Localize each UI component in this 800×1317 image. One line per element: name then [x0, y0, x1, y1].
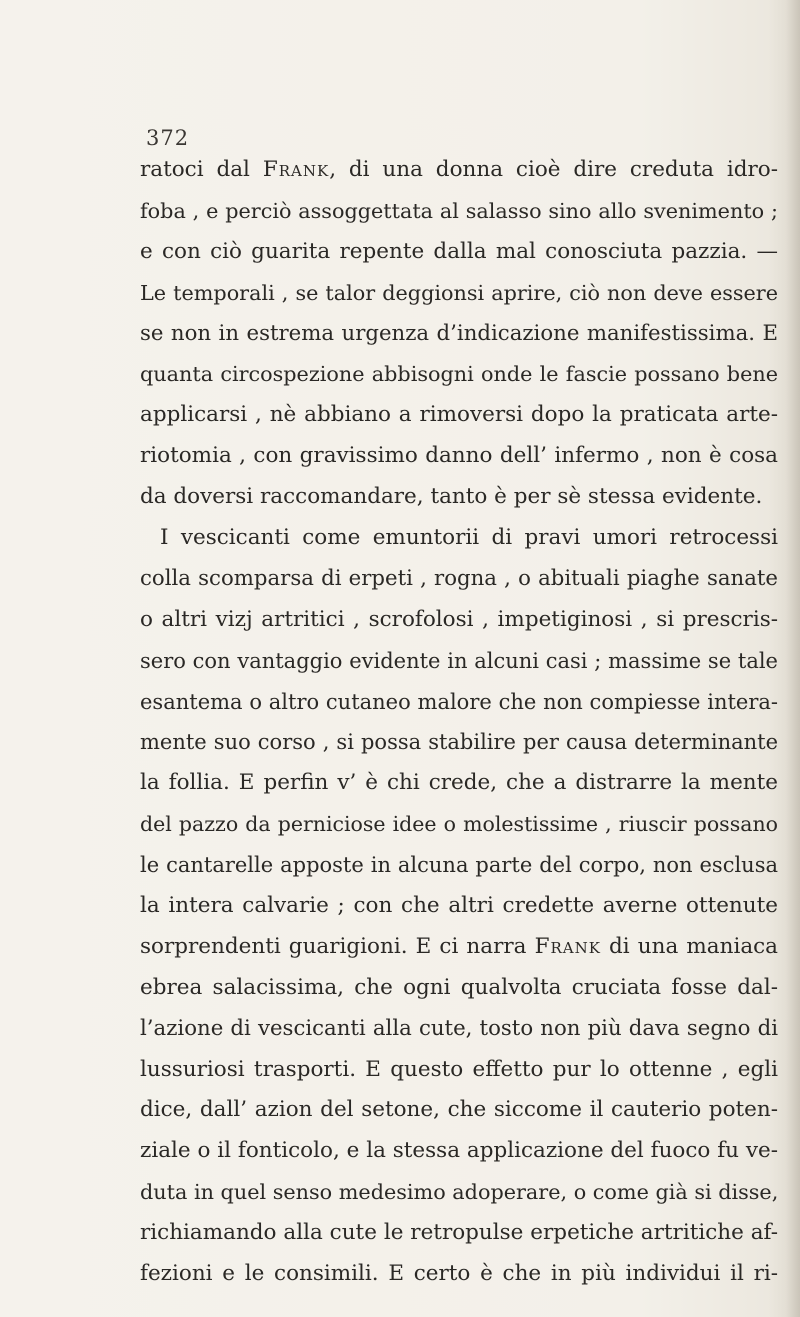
body-text [140, 150, 778, 1295]
text-line [140, 968, 778, 1009]
text-line [140, 722, 778, 763]
text-run: ziale o il fonticolo, e la stessa applicazione del fuoco fu ve- [140, 1138, 778, 1164]
text-line [140, 1009, 778, 1050]
text-run: le cantarelle apposte in alcuna parte del corpo, non esclusa [140, 853, 778, 878]
text-line [140, 314, 778, 355]
text-line [140, 518, 778, 559]
text-run: , di una donna cioè dire creduta idro- [329, 157, 778, 182]
text-line [140, 232, 778, 273]
text-run: lussuriosi trasporti. E questo effetto pur lo ottenne , egli [140, 1056, 778, 1082]
text-line [140, 600, 778, 641]
text-run: mente suo corso , si possa stabilire per causa determinante [140, 730, 778, 755]
text-run: dice, dall’ azion del setone, che siccome il cauterio poten- [140, 1097, 778, 1123]
text-run: la follia. E perfin v’ è chi crede, che a distrarre la mente [140, 770, 778, 796]
text-run: duta in quel senso medesimo adoperare, o come già si disse, [140, 1180, 778, 1205]
text-run: sorprendenti guarigioni. E ci narra [140, 933, 535, 959]
text-line [140, 395, 778, 436]
author-name: Frank [534, 933, 601, 959]
text-run: richiamando alla cute le retropulse erpetiche artritiche af- [140, 1220, 778, 1246]
text-run: foba , e perciò assoggettata al salasso sino allo svenimento ; [140, 198, 778, 223]
text-line [140, 804, 778, 845]
text-line [140, 150, 778, 191]
text-run: da doversi raccomandare, tanto è per sè stessa evidente. [140, 484, 763, 510]
text-run: fezioni e le consimili. E certo è che in più individui il ri- [140, 1261, 778, 1287]
text-line [140, 559, 778, 600]
text-run: applicarsi , nè abbiano a rimoversi dopo la praticata arte- [140, 402, 778, 428]
text-line [140, 1050, 778, 1091]
text-line [140, 1213, 778, 1254]
text-run: I vescicanti come emuntorii di pravi umori retrocessi [160, 525, 778, 551]
text-line [140, 927, 778, 968]
text-run: del pazzo da perniciose idee o molestissime , riuscir possano [140, 812, 778, 837]
text-line [140, 845, 778, 886]
text-line [140, 886, 778, 927]
text-line [140, 436, 778, 477]
text-line [140, 354, 778, 395]
text-line [140, 273, 778, 314]
text-run: colla scomparsa di erpeti , rogna , o abituali piaghe sanate [140, 565, 778, 591]
text-run: se non in estrema urgenza d’indicazione manifestissima. E [140, 320, 778, 346]
text-run: l’azione di vescicanti alla cute, tosto non più dava segno di [140, 1015, 778, 1041]
text-line [140, 191, 778, 232]
text-line [140, 1254, 778, 1295]
text-line [140, 641, 778, 682]
text-run: ebrea salacissima, che ogni qualvolta cruciata fosse dal- [140, 974, 778, 1000]
text-line [140, 1172, 778, 1213]
text-run: esantema o altro cutaneo malore che non compiesse intera- [140, 689, 778, 714]
page-edge-shadow [786, 0, 800, 1317]
page-number: 372 [146, 126, 190, 150]
author-name: Frank [262, 157, 330, 182]
text-line [140, 1131, 778, 1172]
text-run: sero con vantaggio evidente in alcuni casi ; massime se tale [140, 648, 778, 673]
text-run: la intera calvarie ; con che altri credette averne ottenute [140, 893, 778, 919]
text-line [140, 763, 778, 804]
text-run: o altri vizj artritici , scrofolosi , impetiginosi , si prescris- [140, 606, 778, 632]
text-line [140, 682, 778, 723]
text-run: ratoci dal [140, 157, 263, 182]
text-run: di una maniaca [600, 933, 778, 959]
text-line [140, 1090, 778, 1131]
text-line [140, 477, 778, 518]
text-run: Le temporali , se talor deggionsi aprire, ciò non deve essere [140, 280, 778, 305]
text-run: e con ciò guarita repente dalla mal conosciuta pazzia. — [140, 238, 778, 264]
text-run: riotomia , con gravissimo danno dell’ infermo , non è cosa [140, 443, 778, 469]
text-run: quanta circospezione abbisogni onde le fascie possano bene [140, 362, 778, 387]
